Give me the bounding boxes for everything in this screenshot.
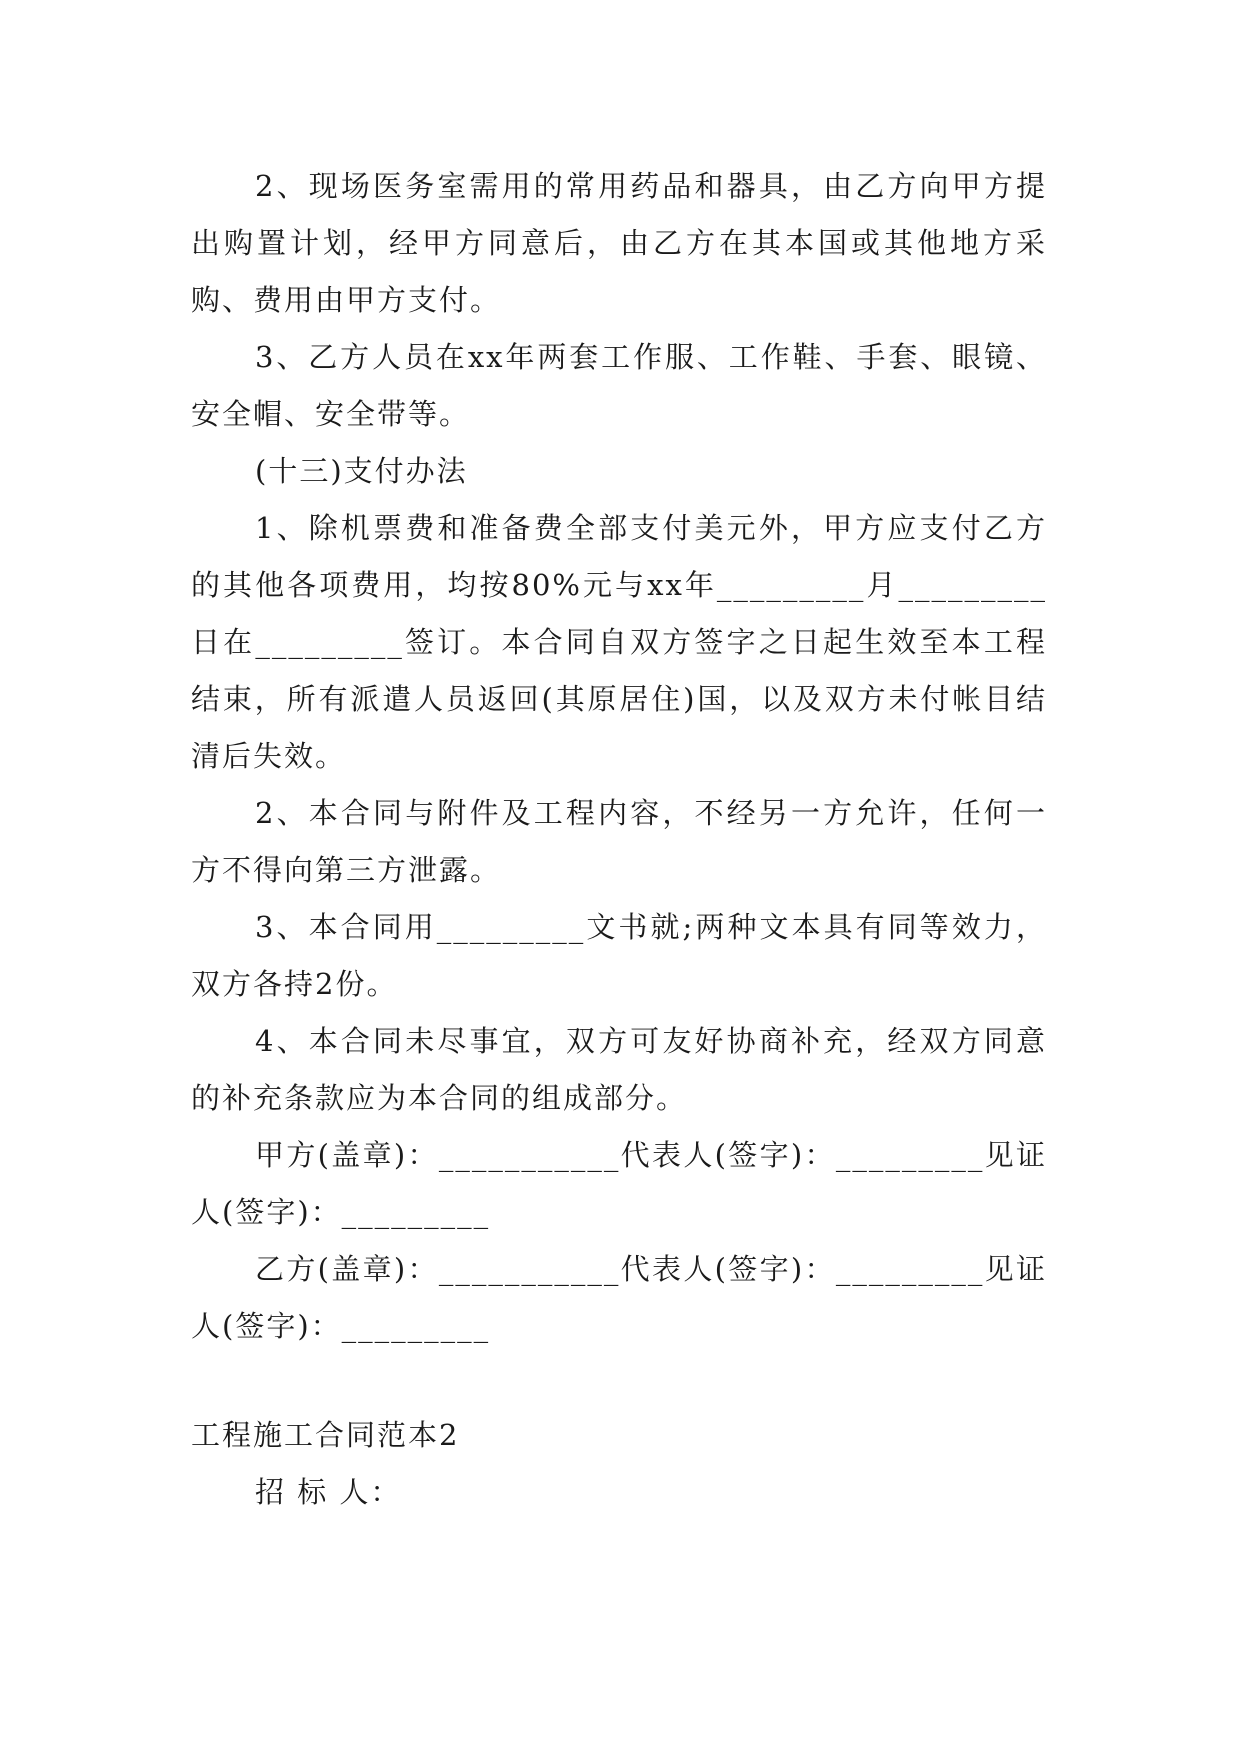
signature-party-a: 甲方(盖章)：___________代表人(签字)：_________见证人(签字)：_________ [191, 1138, 1047, 1229]
clause-medical-supplies: 2、现场医务室需用的常用药品和器具，由乙方向甲方提出购置计划，经甲方同意后，由乙方在其本国或其他地方采购、费用由甲方支付。 [191, 169, 1047, 317]
clause-work-clothing: 3、乙方人员在xx年两套工作服、工作鞋、手套、眼镜、安全帽、安全带等。 [191, 340, 1047, 431]
section-heading-payment: (十三)支付办法 [255, 454, 468, 488]
section-title: 工程施工合同范本2 [191, 1418, 460, 1452]
tender-label: 招 标 人： [255, 1475, 402, 1509]
clause-supplementary-terms: 4、本合同未尽事宜，双方可友好协商补充，经双方同意的补充条款应为本合同的组成部分。 [191, 1024, 1047, 1115]
document-body [191, 158, 1047, 1521]
clause-contract-copies: 3、本合同用_________文书就;两种文本具有同等效力，双方各持2份。 [191, 910, 1047, 1001]
signature-party-b: 乙方(盖章)：___________代表人(签字)：_________见证人(签字)：_________ [191, 1252, 1047, 1343]
clause-confidentiality: 2、本合同与附件及工程内容，不经另一方允许，任何一方不得向第三方泄露。 [191, 796, 1047, 887]
section-spacer [191, 1355, 1047, 1407]
clause-payment-method: 1、除机票费和准备费全部支付美元外，甲方应支付乙方的其他各项费用，均按80%元与xx年_________月_________日在_________签订。本合同自双方签字之日起生效至本工程结束，所有派遣人员返回(其原居住)国，以及双方未付帐目结清后失效。 [191, 511, 1047, 773]
